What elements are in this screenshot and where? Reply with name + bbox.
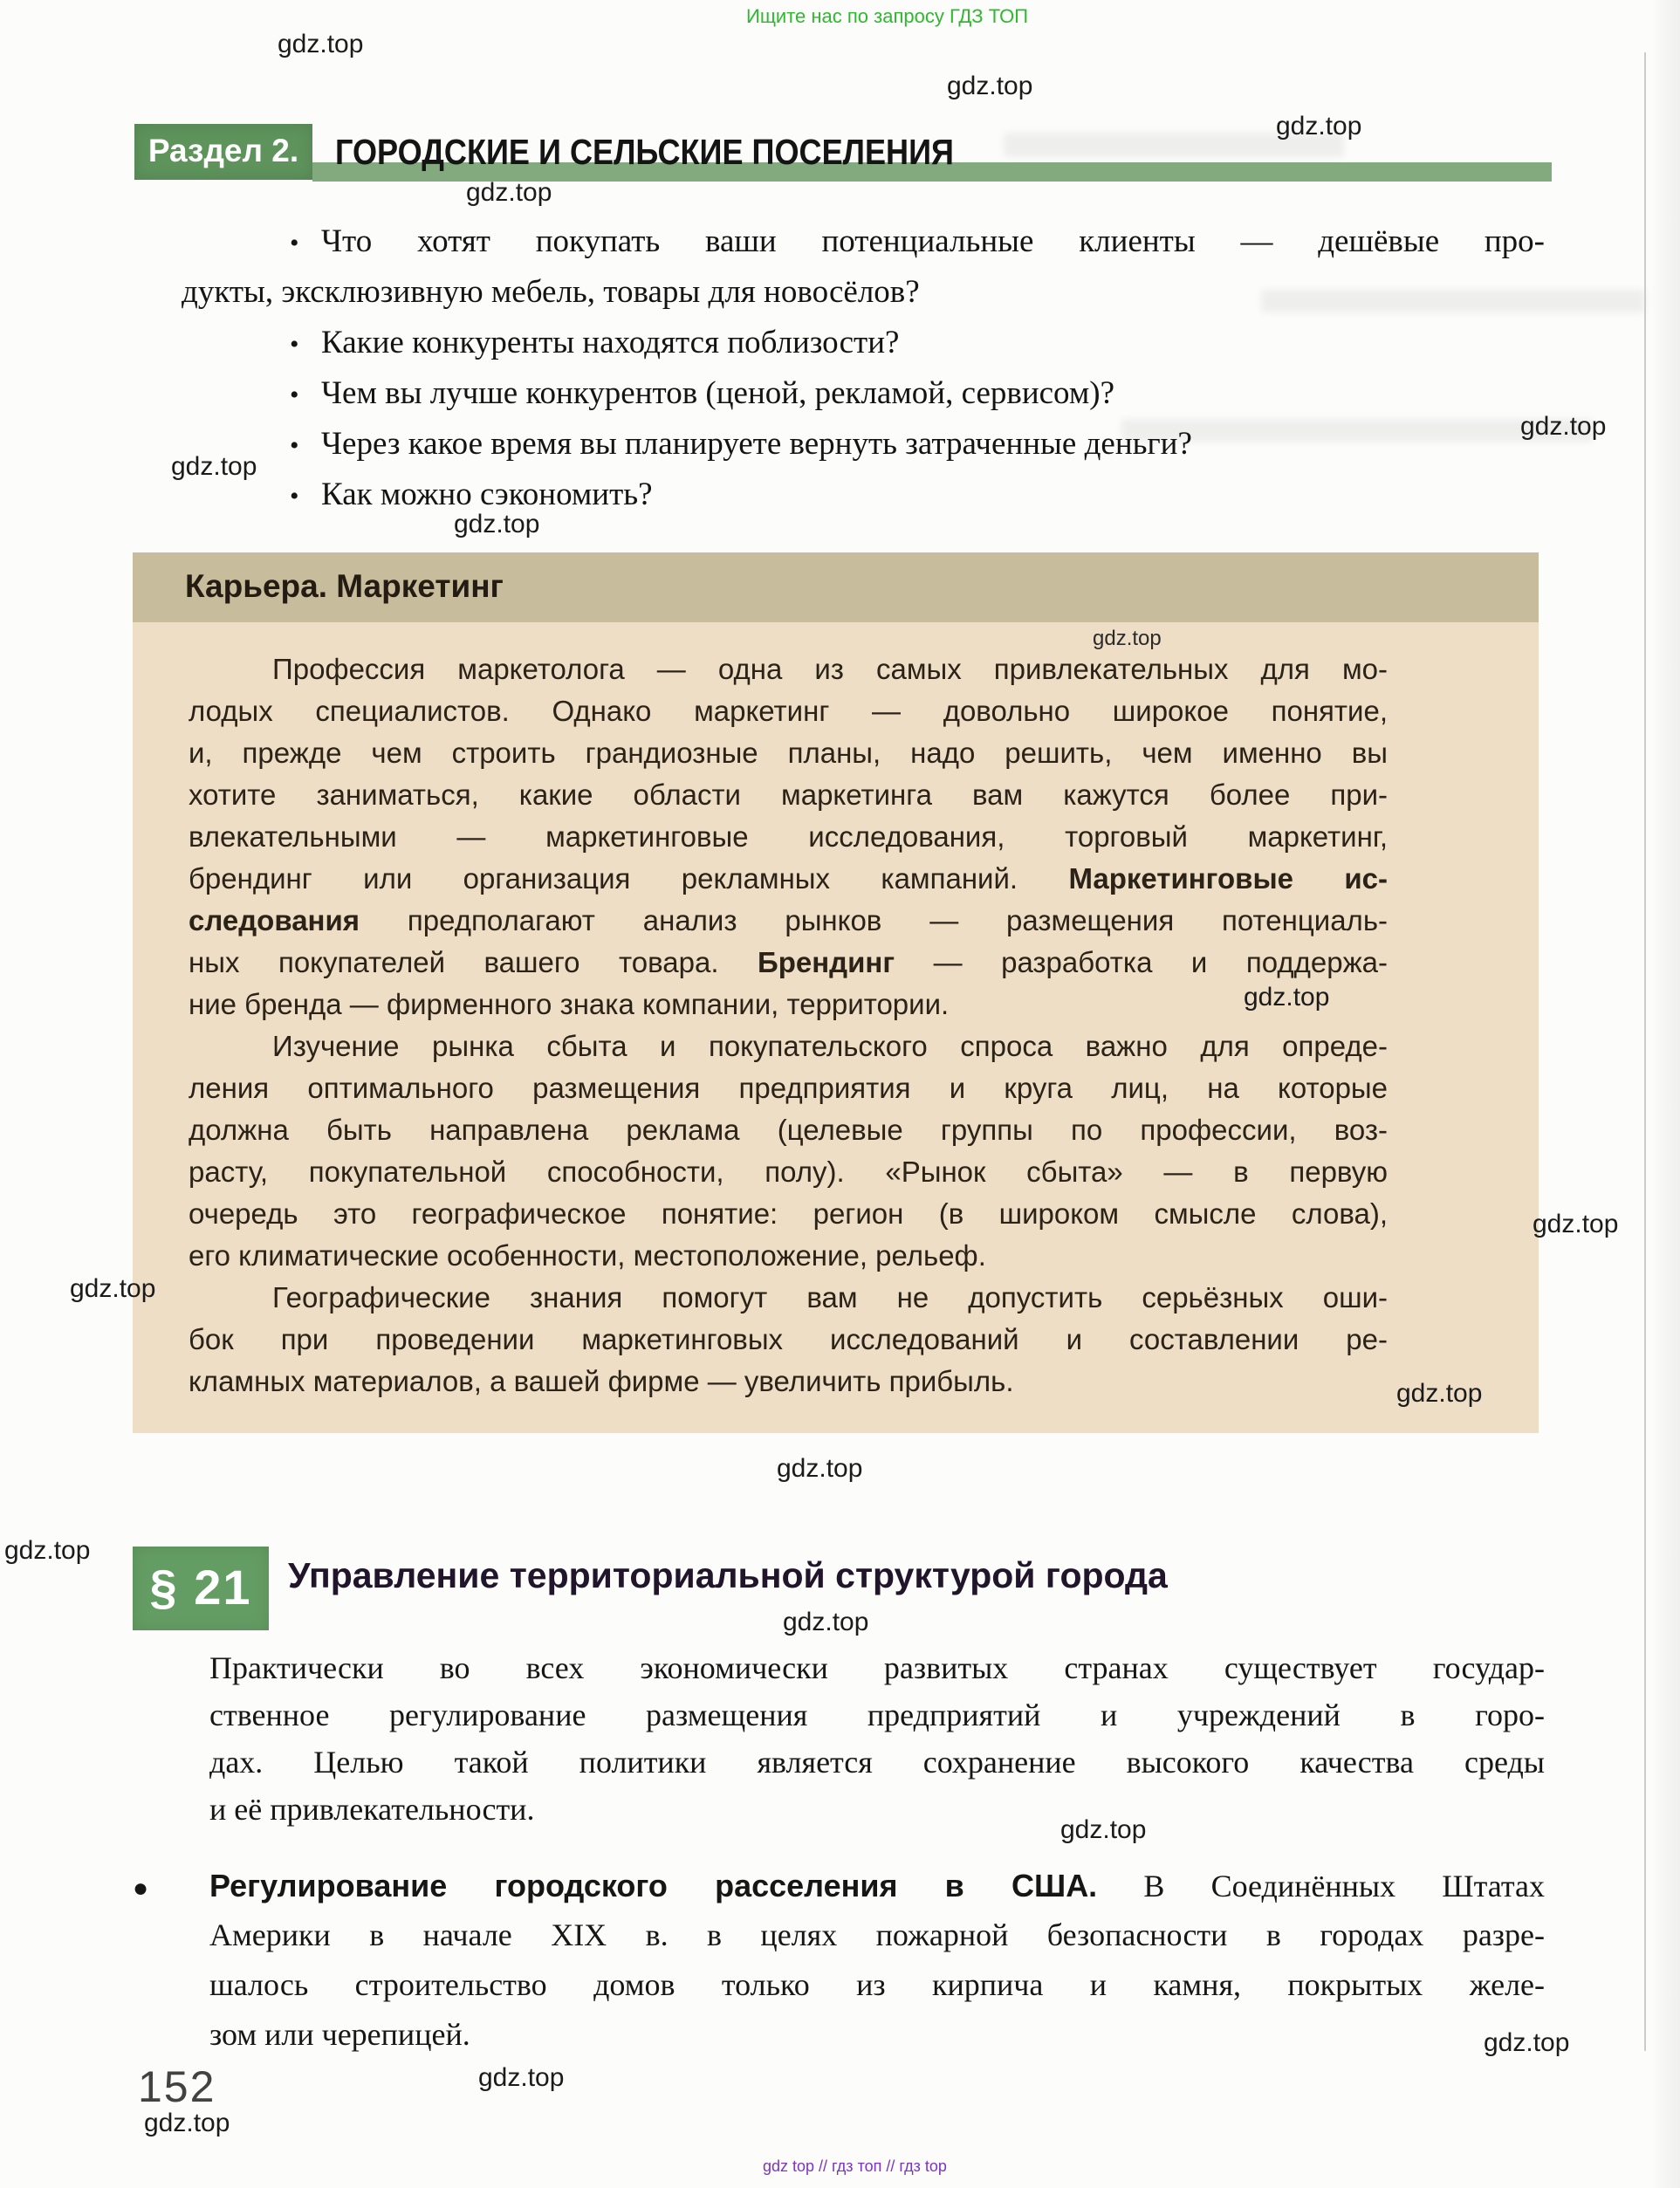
career-box-header xyxy=(133,552,1539,622)
text-line: • Какие конкуренты находятся поблизости? xyxy=(182,318,1545,368)
text-line: следования предполагают анализ рынков — размещения потенциаль- xyxy=(189,904,1388,936)
text-line: зом или черепицей. xyxy=(209,2017,470,2052)
career-box-title: Карьера. Маркетинг xyxy=(185,568,504,604)
bullet-marker: • xyxy=(290,229,299,257)
text-line: • Что хотят покупать ваши потенциальные клиенты — дешёвые про- xyxy=(182,216,1545,267)
usa-regulation-paragraph xyxy=(133,1861,1545,2060)
gdz-watermark: gdz.top xyxy=(478,2063,565,2092)
text-line: Америки в начале XIX в. в целях пожарной безопасности в городах разре- xyxy=(209,1917,1545,1952)
text-line: ления оптимального размещения предприятия и круга лиц, на которые xyxy=(189,1072,1388,1104)
gdz-watermark: gdz.top xyxy=(466,178,552,207)
gdz-watermark: gdz.top xyxy=(171,452,257,481)
text-line: шалось строительство домов только из кирпича и камня, покрытых желе- xyxy=(209,1967,1545,2002)
bullet-marker: • xyxy=(290,482,299,511)
text-line: кламных материалов, а вашей фирме — увеличить прибыль. xyxy=(189,1365,1014,1397)
text-line: Практически во всех экономически развитых странах существует государ- xyxy=(209,1650,1545,1685)
gdz-watermark: gdz.top xyxy=(783,1608,869,1636)
gdz-watermark: gdz.top xyxy=(1520,412,1607,441)
gdz-watermark: gdz.top xyxy=(454,510,540,538)
text-line: дах. Целью такой политики является сохранение высокого качества среды xyxy=(209,1745,1545,1780)
page-edge-line xyxy=(1644,52,1646,2051)
text-line: Изучение рынка сбыта и покупательского спроса важно для опреде- xyxy=(272,1030,1388,1062)
section-intro-paragraph xyxy=(209,1644,1545,1833)
paragraph-number-badge: § 21 xyxy=(133,1547,269,1630)
footer-watermark-line: gdz top // гдз топ // гдз top xyxy=(763,2157,947,2175)
text-line: хотите заниматься, какие области маркетинга вам кажутся более при- xyxy=(189,778,1388,811)
text-line: и, прежде чем строить грандиозные планы, надо решить, чем именно вы xyxy=(189,737,1388,769)
section-title: Управление территориальной структурой города xyxy=(288,1555,1168,1595)
gdz-watermark: gdz.top xyxy=(1533,1210,1619,1238)
gdz-watermark: gdz.top xyxy=(4,1536,91,1565)
gdz-watermark: gdz.top xyxy=(777,1454,863,1483)
gdz-watermark: gdz.top xyxy=(1484,2028,1570,2057)
page-edge-shadow xyxy=(1650,0,1680,2188)
gdz-watermark: gdz.top xyxy=(278,30,364,58)
text-line: бок при проведении маркетинговых исследований и составлении ре- xyxy=(189,1323,1388,1355)
text-line: ственное регулирование размещения предприятий и учреждений в горо- xyxy=(209,1698,1545,1732)
page-number: 152 xyxy=(138,2062,216,2111)
gdz-watermark: gdz.top xyxy=(70,1274,156,1303)
text-line: брендинг или организация рекламных кампаний. Маркетинговые ис- xyxy=(189,862,1388,895)
text-line: дукты, эксклюзивную мебель, товары для новосёлов? xyxy=(182,274,920,310)
text-line: влекательными — маркетинговые исследования, торговый маркетинг, xyxy=(189,820,1388,853)
gdz-watermark: gdz.top xyxy=(144,2109,230,2137)
text-line: его климатические особенности, местоположение, рельеф. xyxy=(189,1239,986,1272)
promo-banner-text: Ищите нас по запросу ГДЗ ТОП xyxy=(746,5,1029,27)
intro-question-list xyxy=(182,216,1545,520)
section-kicker: Раздел 2. xyxy=(134,124,312,180)
text-line: • Чем вы лучше конкурентов (ценой, рекламой, сервисом)? xyxy=(182,368,1545,419)
text-line: • Через какое время вы планируете вернуть затраченные деньги? xyxy=(182,419,1545,470)
chapter-title: ГОРОДСКИЕ И СЕЛЬСКИЕ ПОСЕЛЕНИЯ xyxy=(335,132,954,172)
gdz-watermark: gdz.top xyxy=(947,72,1033,100)
text-line: и её привлекательности. xyxy=(209,1792,535,1827)
text-line: лодых специалистов. Однако маркетинг — довольно широкое понятие, xyxy=(189,695,1388,727)
text-line: ных покупателей вашего товара. Брендинг — разработка и поддержа- xyxy=(189,946,1388,978)
text-line: • Как можно сэкономить? xyxy=(182,470,1545,520)
text-line: Профессия маркетолога — одна из самых привлекательных для мо- xyxy=(272,653,1388,685)
text-line: должна быть направлена реклама (целевые группы по профессии, воз- xyxy=(189,1114,1388,1146)
text-line: расту, покупательной способности, полу). «Рынок сбыта» — в первую xyxy=(189,1156,1388,1188)
text-line: ние бренда — фирменного знака компании, территории. xyxy=(189,988,950,1020)
text-line: ● Регулирование городского расселения в США. В Соединённых Штатах xyxy=(133,1861,1545,1910)
bullet-marker: ● xyxy=(133,1874,149,1903)
gdz-watermark: gdz.top xyxy=(1396,1379,1483,1408)
bullet-marker: • xyxy=(290,330,299,359)
gdz-watermark: gdz.top xyxy=(1093,627,1162,650)
gdz-watermark: gdz.top xyxy=(1276,112,1362,141)
career-box-text xyxy=(189,648,1388,1403)
text-line: Географические знания помогут вам не допустить серьёзных оши- xyxy=(272,1281,1388,1313)
gdz-watermark: gdz.top xyxy=(1244,983,1330,1012)
text-line: очередь это географическое понятие: регион (в широком смысле слова), xyxy=(189,1197,1388,1230)
bullet-marker: • xyxy=(290,381,299,409)
bullet-marker: • xyxy=(290,431,299,460)
gdz-watermark: gdz.top xyxy=(1060,1815,1147,1844)
